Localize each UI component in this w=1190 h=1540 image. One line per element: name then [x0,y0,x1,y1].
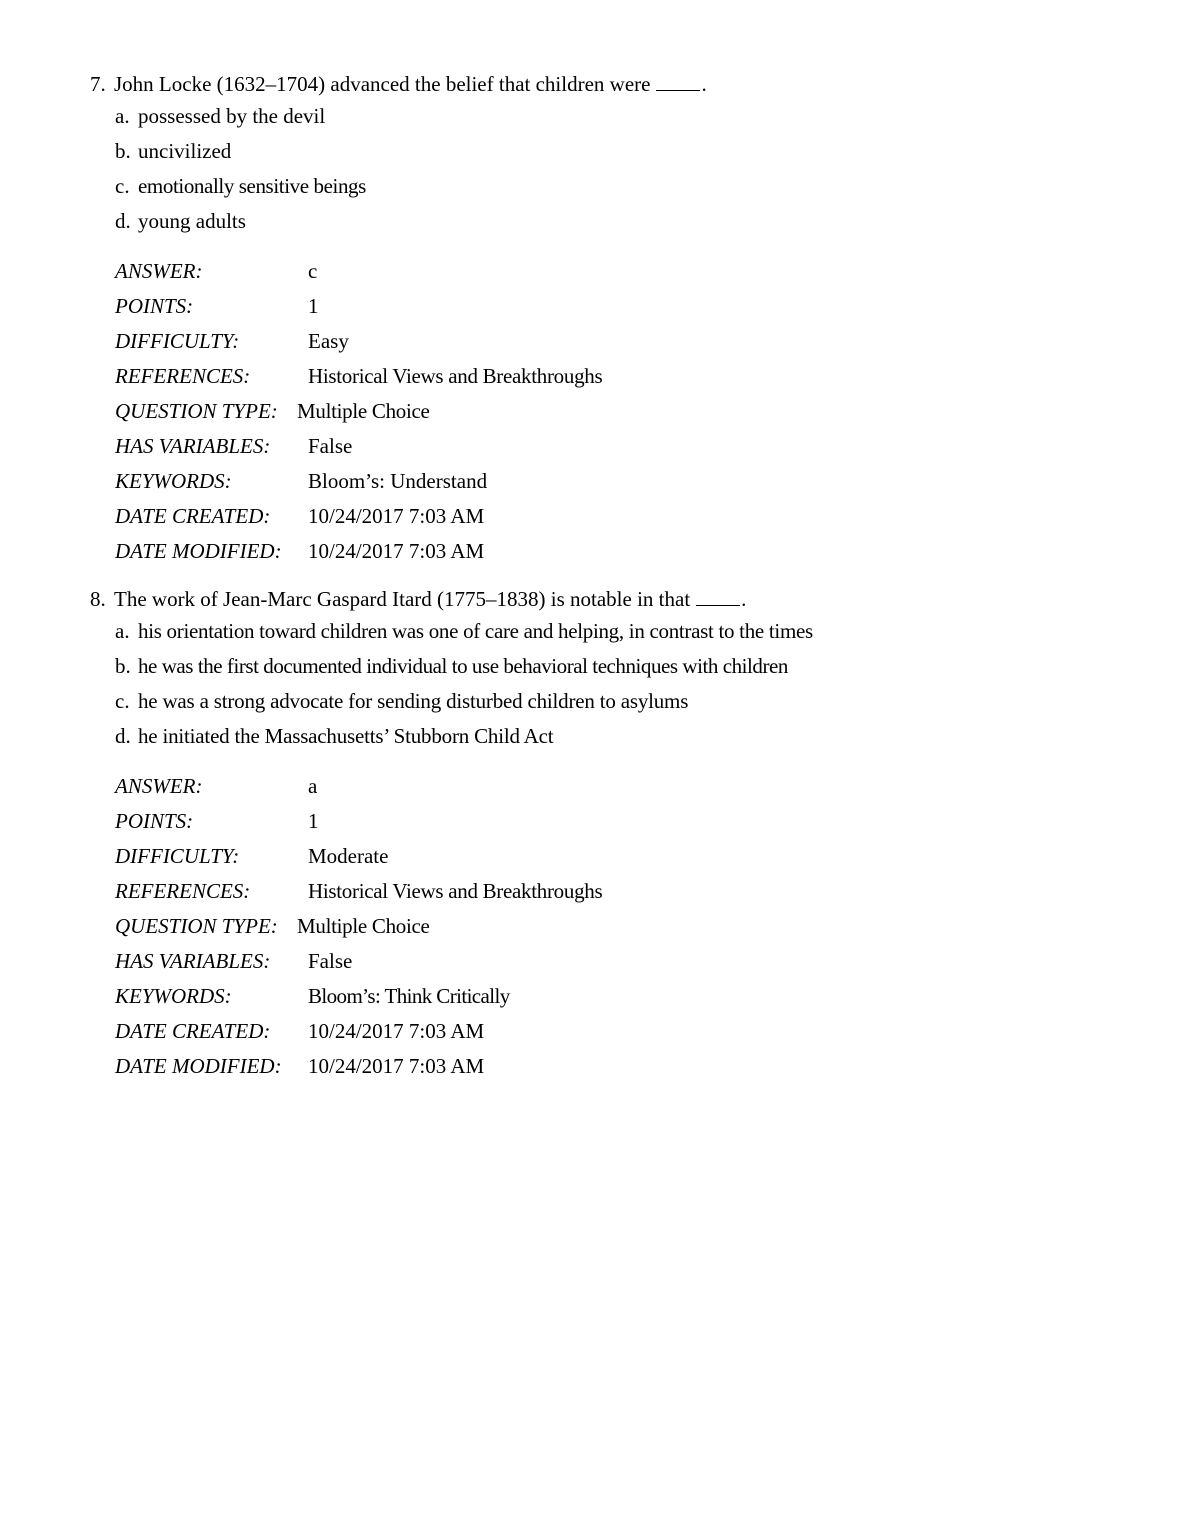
meta-label: DATE MODIFIED: [115,539,282,563]
option-letter: a. [115,619,130,643]
option-letter: a. [115,104,130,128]
meta-keywords [115,466,488,496]
option-text: he was a strong advocate for sending disturbed children to asylums [138,689,689,713]
meta-label: DATE CREATED: [115,1019,271,1043]
option-b [115,651,788,681]
option-c [115,171,366,201]
question-number: 8. [90,587,106,611]
meta-value: 1 [308,294,319,318]
meta-label: REFERENCES: [115,364,251,388]
meta-points [115,291,319,321]
meta-value: Bloom’s: Understand [308,469,488,493]
option-text: young adults [138,209,246,233]
meta-value: c [308,259,318,283]
option-d [115,721,553,751]
option-letter: d. [115,724,131,748]
meta-has-variables [115,431,353,461]
option-letter: d. [115,209,131,233]
option-b [115,136,231,166]
meta-value: Easy [308,329,349,353]
meta-label: HAS VARIABLES: [115,434,271,458]
meta-label: QUESTION TYPE: [115,914,278,938]
question-text: The work of Jean-Marc Gaspard Itard (1775–1838) is notable in that [114,587,691,611]
meta-value: 10/24/2017 7:03 AM [308,539,485,563]
meta-date-created [115,1016,485,1046]
question-stem [90,69,707,99]
meta-value: Historical Views and Breakthroughs [308,879,603,903]
option-a [115,101,325,131]
meta-value: False [308,949,353,973]
meta-difficulty [115,841,389,871]
meta-date-modified [115,1051,485,1081]
question-text: John Locke (1632–1704) advanced the belief that children were [114,72,651,96]
meta-value: False [308,434,353,458]
meta-label: DATE MODIFIED: [115,1054,282,1078]
meta-value: Multiple Choice [297,914,430,938]
question-stem [90,584,746,614]
option-letter: b. [115,654,131,678]
meta-label: ANSWER: [115,774,203,798]
option-c [115,686,688,716]
meta-value: Historical Views and Breakthroughs [308,364,603,388]
meta-value: 1 [308,809,319,833]
meta-references [115,876,603,906]
meta-question-type [115,396,430,426]
option-text: his orientation toward children was one of care and helping, in contrast to the times [138,619,813,643]
meta-has-variables [115,946,353,976]
meta-label: ANSWER: [115,259,203,283]
option-text: emotionally sensitive beings [138,174,366,198]
option-text: he initiated the Massachusetts’ Stubborn Child Act [138,724,554,748]
meta-label: KEYWORDS: [115,984,232,1008]
meta-answer [115,771,318,801]
option-text: possessed by the devil [138,104,326,128]
meta-difficulty [115,326,349,356]
meta-value: Moderate [308,844,389,868]
option-letter: c. [115,174,130,198]
option-a [115,616,813,646]
answer-blank [656,72,700,91]
meta-value: 10/24/2017 7:03 AM [308,1019,485,1043]
option-text: he was the first documented individual to use behavioral techniques with children [138,654,788,678]
option-letter: c. [115,689,130,713]
meta-label: POINTS: [115,294,194,318]
meta-label: DATE CREATED: [115,504,271,528]
meta-references [115,361,603,391]
meta-keywords [115,981,510,1011]
meta-value: a [308,774,318,798]
option-d [115,206,246,236]
question-number: 7. [90,72,106,96]
answer-blank [696,587,740,606]
option-text: uncivilized [138,139,232,163]
meta-date-created [115,501,485,531]
meta-label: POINTS: [115,809,194,833]
meta-points [115,806,319,836]
question-end: . [741,587,747,611]
question-end: . [701,72,707,96]
meta-value: 10/24/2017 7:03 AM [308,1054,485,1078]
meta-answer [115,256,318,286]
meta-label: KEYWORDS: [115,469,232,493]
meta-label: DIFFICULTY: [115,329,240,353]
option-letter: b. [115,139,131,163]
meta-label: REFERENCES: [115,879,251,903]
meta-value: Bloom’s: Think Critically [308,984,510,1008]
meta-label: DIFFICULTY: [115,844,240,868]
meta-date-modified [115,536,485,566]
meta-question-type [115,911,430,941]
meta-label: QUESTION TYPE: [115,399,278,423]
meta-label: HAS VARIABLES: [115,949,271,973]
meta-value: 10/24/2017 7:03 AM [308,504,485,528]
meta-value: Multiple Choice [297,399,430,423]
